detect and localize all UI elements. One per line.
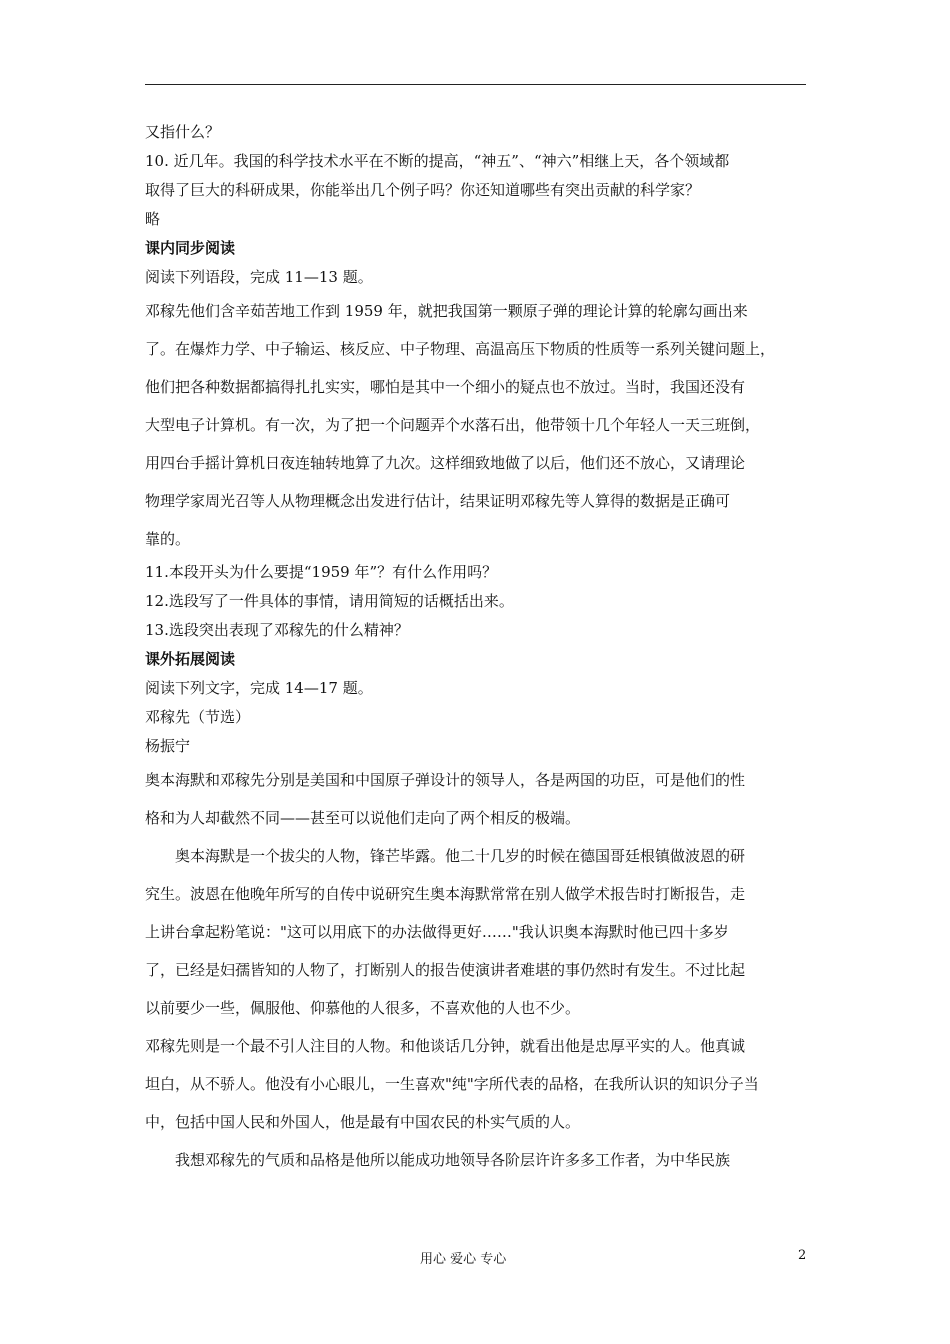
article-line: 邓稼先则是一个最不引人注目的人物。和他谈话几分钟，就看出他是忠厚平实的人。他真诚 [145,1037,746,1055]
paragraph-line: 又指什么？ [145,123,221,141]
answer-omitted: 略 [145,210,161,228]
question-12: 12.选段写了一件具体的事情，请用简短的话概括出来。 [145,592,514,610]
passage-line: 他们把各种数据都搞得扎扎实实，哪怕是其中一个细小的疑点也不放过。当时，我国还没有 [145,378,746,396]
passage-line: 邓稼先他们含辛茹苦地工作到 1959 年，就把我国第一颗原子弹的理论计算的轮廓勾画出来 [145,302,748,320]
passage-line: 物理学家周光召等人从物理概念出发进行估计，结果证明邓稼先等人算得的数据是正确可 [145,492,731,510]
section-heading-in-class-reading: 课内同步阅读 [145,239,236,257]
article-line: 中，包括中国人民和外国人，他是最有中国农民的朴实气质的人。 [145,1113,581,1131]
page-footer [0,1248,950,1268]
question-10-line-2: 取得了巨大的科研成果，你能举出几个例子吗？你还知道哪些有突出贡献的科学家？ [145,181,701,199]
reading-instruction: 阅读下列语段，完成 11—13 题。 [145,268,373,286]
article-title: 邓稼先（节选） [145,708,251,726]
article-line: 究生。波恩在他晚年所写的自传中说研究生奥本海默常常在别人做学术报告时打断报告，走 [145,885,746,903]
article-line: 格和为人却截然不同——甚至可以说他们走向了两个相反的极端。 [145,809,581,827]
article-line: 奥本海默和邓稼先分别是美国和中国原子弹设计的领导人，各是两国的功臣，可是他们的性 [145,771,746,789]
document-body [145,118,810,1179]
question-11: 11.本段开头为什么要提“1959 年”？有什么作用吗？ [145,563,498,581]
passage-line: 大型电子计算机。有一次，为了把一个问题弄个水落石出，他带领十几个年轻人一天三班倒， [145,416,761,434]
article-line: 上讲台拿起粉笔说："这可以用底下的办法做得更好……"我认识奥本海默时他已四十多岁 [145,923,729,941]
article-author: 杨振宁 [145,737,191,755]
article-line: 坦白，从不骄人。他没有小心眼儿，一生喜欢"纯"字所代表的品格，在我所认识的知识分子当 [145,1075,759,1093]
reading-instruction: 阅读下列文字，完成 14—17 题。 [145,679,373,697]
header-rule [145,84,806,85]
section-heading-extended-reading: 课外拓展阅读 [145,650,236,668]
question-10-line-1: 10. 近几年。我国的科学技术水平在不断的提高，“神五”、“神六”相继上天，各个领域都 [145,152,730,170]
passage-line: 用四台手摇计算机日夜连轴转地算了九次。这样细致地做了以后，他们还不放心，又请理论 [145,454,746,472]
article-line: 了，已经是妇孺皆知的人物了，打断别人的报告使演讲者难堪的事仍然时有发生。不过比起 [145,961,746,979]
article-line: 以前要少一些，佩服他、仰慕他的人很多，不喜欢他的人也不少。 [145,999,581,1017]
article-line: 奥本海默是一个拔尖的人物，锋芒毕露。他二十几岁的时候在德国哥廷根镇做波恩的研 [175,847,746,865]
passage-line: 了。在爆炸力学、中子输运、核反应、中子物理、高温高压下物质的性质等一系列关键问题上， [145,340,776,358]
footer-motto: 用心 爱心 专心 [420,1252,507,1267]
passage-line: 靠的。 [145,530,191,548]
page-number: 2 [798,1248,807,1263]
question-13: 13.选段突出表现了邓稼先的什么精神？ [145,621,409,639]
article-line: 我想邓稼先的气质和品格是他所以能成功地领导各阶层许许多多工作者，为中华民族 [175,1151,731,1169]
